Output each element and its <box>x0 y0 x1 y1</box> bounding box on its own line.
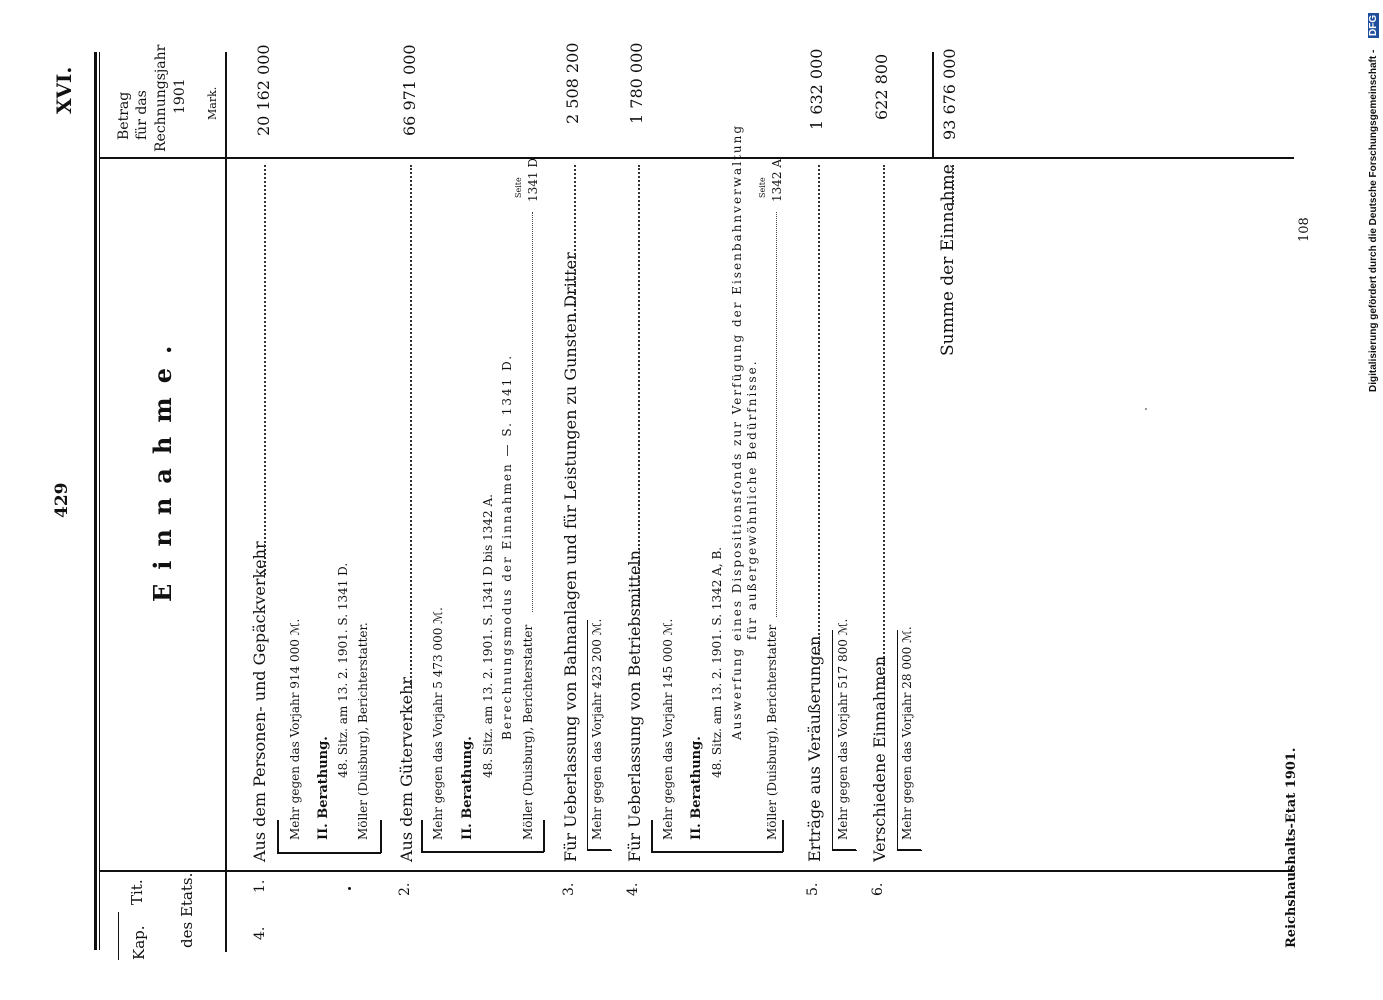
mehr-3: Mehr gegen das Vorjahr 423 200 ℳ. <box>590 618 604 840</box>
kap-tit-inner-rule <box>118 912 119 960</box>
dfg-logo: DFG <box>1368 14 1379 36</box>
amount-6: 622 800 <box>872 53 891 120</box>
berichterstatter-4: Möller (Duisburg), Berichterstatter <box>765 624 779 840</box>
mehr-box-3-cap <box>587 849 611 851</box>
summe-leader-dots <box>952 165 954 205</box>
mehr-5: Mehr gegen das Vorjahr 517 800 ℳ. <box>836 618 850 840</box>
seite-2: 1341 D <box>526 158 540 202</box>
tit-number-1: 1. <box>252 879 268 893</box>
berichterstatter-1: Möller (Duisburg), Berichterstatter. <box>356 622 370 840</box>
mehr-2: Mehr gegen das Vorjahr 5 473 000 ℳ. <box>431 607 445 840</box>
mehr-box-6-cap <box>897 849 921 851</box>
col-des-etats: des Etats. <box>178 872 196 948</box>
leader-dots-1 <box>264 165 266 575</box>
footer-page-number: 108 <box>1297 217 1312 242</box>
sitzung-4: 48. Sitz. am 13. 2. 1901. S. 1342 A, B. <box>710 546 724 778</box>
mehr-4: Mehr gegen das Vorjahr 145 000 ℳ. <box>661 618 675 840</box>
beratung-2: II. Berathung. <box>460 736 475 840</box>
entry-title-4: Für Ueberlassung von Betriebsmitteln <box>625 550 644 862</box>
berichterstatter-2: Möller (Duisburg), Berichterstatter <box>521 624 535 840</box>
bracket-1-cap-a <box>277 852 381 854</box>
beratung-1: II. Berathung. <box>316 736 331 840</box>
bracket-4-side-b <box>782 820 784 852</box>
bracket-4-cap <box>651 851 783 853</box>
leader-dots-5 <box>818 165 820 655</box>
betrag-line-3: Rechnungsjahr <box>153 44 169 152</box>
part-number: XVI. <box>52 66 76 114</box>
amount-1: 20 162 000 <box>254 44 273 136</box>
bracket-1-side-b <box>380 820 382 853</box>
amount-4: 1 780 000 <box>627 42 646 124</box>
summe-label: Summe der Einnahme <box>938 164 958 356</box>
leader-dots-2b <box>532 212 533 612</box>
amount-3: 2 508 200 <box>563 42 582 124</box>
topic-2: Berechnungsmodus der Einnahmen — S. 1341 D. <box>500 353 514 740</box>
leader-dots-3 <box>574 165 576 315</box>
bracket-2-side-b <box>543 820 545 852</box>
tit-number-2: 2. <box>397 882 413 896</box>
bracket-2-cap <box>421 851 544 853</box>
table-top-rule-thin <box>99 52 100 950</box>
kapitel-number: 4. <box>252 926 268 940</box>
tit-number-6: 6. <box>870 882 886 896</box>
tit-number-3: 3. <box>561 882 577 896</box>
col-kap: Kap. <box>130 925 148 960</box>
mehr-1: Mehr gegen das Vorjahr 914 000 ℳ. <box>288 618 302 840</box>
header-bottom-rule <box>225 52 227 952</box>
page-title: Einnahme. <box>148 331 177 602</box>
summe-amount: 93 676 000 <box>940 48 959 140</box>
leader-dots-4 <box>638 165 640 605</box>
entry-title-5: Erträge aus Veräußerungen <box>805 635 824 862</box>
page-number: 429 <box>52 482 72 518</box>
topic-4-line-2: für außergewöhnliche Bedürfnisse. <box>745 359 759 640</box>
sitzung-1: 48. Sitz. am 13. 2. 1901. S. 1341 D. <box>336 562 350 778</box>
summe-rule <box>932 52 934 157</box>
bracket-4-side <box>651 820 653 852</box>
amount-column-rule <box>99 157 1294 159</box>
seite-label-4: Seite <box>758 177 767 198</box>
bracket-1-side <box>277 820 279 853</box>
tit-number-5: 5. <box>805 882 821 896</box>
table-top-rule <box>94 52 97 950</box>
leader-dots-6 <box>883 165 885 685</box>
betrag-line-2: für das <box>134 90 150 140</box>
entry-title-6: Verschiedene Einnahmen <box>870 655 889 862</box>
scan-speck <box>348 887 351 890</box>
betrag-line-4: 1901 <box>172 78 188 114</box>
amount-5: 1 632 000 <box>807 48 826 130</box>
digitization-credit: Digitalisierung gefördert durch die Deutsche Forschungsgemeinschaft - <box>1368 49 1379 392</box>
sitzung-2: 48. Sitz. am 13. 2. 1901. S. 1341 D bis 1342 A. <box>481 494 495 778</box>
entry-title-2: Aus dem Güterverkehr <box>397 676 416 862</box>
footer-etat: Reichshaushalts-Etat 1901. <box>1284 747 1299 948</box>
bracket-1 <box>277 842 382 852</box>
amount-2: 66 971 000 <box>400 44 419 136</box>
unit-mark: Mark. <box>206 86 219 120</box>
mehr-box-5-cap <box>832 849 856 851</box>
mehr-6: Mehr gegen das Vorjahr 28 000 ℳ. <box>900 626 914 840</box>
tit-number-4: 4. <box>625 882 641 896</box>
kap-tit-separator <box>99 870 1294 872</box>
bracket-2-side <box>421 820 423 852</box>
leader-dots-4b <box>776 212 777 617</box>
beratung-4: II. Berathung. <box>689 736 704 840</box>
scan-speck <box>1145 408 1147 410</box>
entry-title-1: Aus dem Personen- und Gepäckverkehr <box>250 541 269 862</box>
seite-4: 1342 A <box>770 158 784 202</box>
betrag-line-1: Betrag <box>116 91 132 140</box>
topic-4-line-1: Auswerfung eines Dispositionsfonds zur Verfügung der Eisenbahnverwaltung <box>730 123 744 740</box>
seite-label-2: Seite <box>514 177 523 198</box>
leader-dots-2 <box>410 165 412 685</box>
col-tit: Tit. <box>128 879 146 905</box>
entry-title-3: Für Ueberlassung von Bahnanlagen und für Leistungen zu Gunsten Dritter <box>561 252 580 862</box>
